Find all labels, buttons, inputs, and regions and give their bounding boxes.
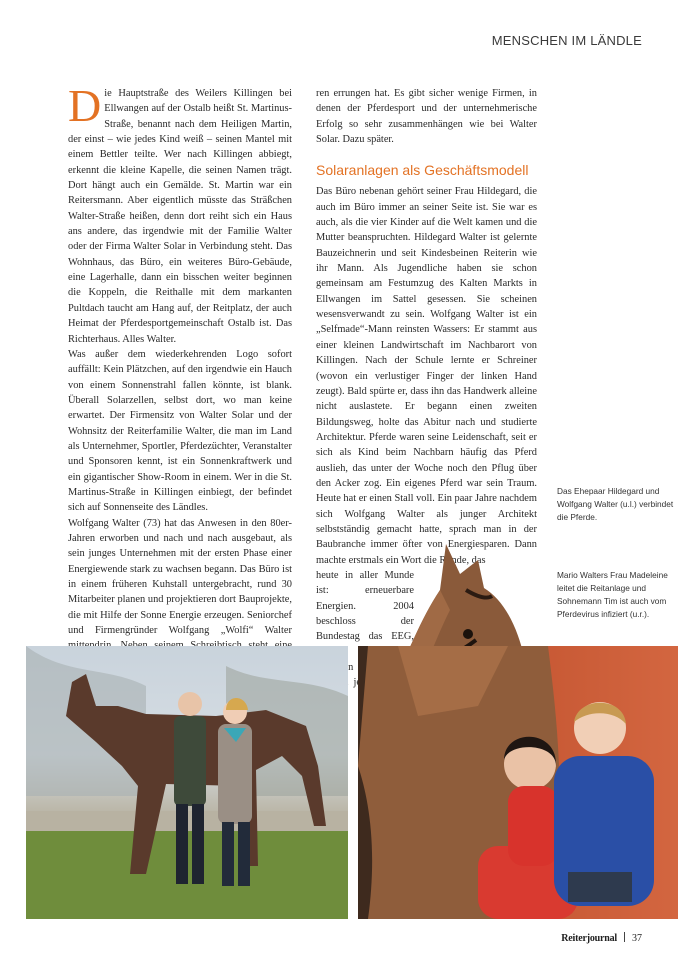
photo-couple-horse-sculpture	[26, 646, 348, 919]
page-footer	[561, 932, 642, 944]
article-paragraph: Wolfgang Walter (73) hat das Anwesen in den 80er-Jahren erworben und nach und nach ausgebaut, als sein junges Unternehmen mit der ersten Phase einer Energiewende stark zu wachsen begann. Das Büro ist in einem früheren Kuhstall untergebracht, rund 30 Mitarbeiter planen und projektieren dort Bauprojekte, die mit Hilfe der Sonne Energie erzeugen. Seniorchef und Firmengründer Wolfgang „Wolfi“ Walter	[68, 517, 292, 637]
article-paragraph	[68, 80, 292, 347]
page-number: 37	[632, 933, 642, 944]
article-paragraph-narrow: heute in aller Munde ist: erneuerbare Energien. 2004 beschloss der Bundestag das EEG,	[316, 569, 414, 643]
article-paragraph: Was außer dem wiederkehrenden Logo sofort auffällt: Kein Plätzchen, auf den irgendwie ein Hauch von einem Sonnenstrahl fallen könnte, ist blank. Überall Solarzellen, selbst dort, wo man keine erwartet. Der Firmensitz von Walter Solar und der Wohnsitz der Reiterfamilie Walter, die man im Land als Unternehmer, Sportler, Pferdezüchter, Veranstalter und Sponsoren kennt, ist ein Sonnenkraftwerk und ein gigantischer Show-Room in einem. Wer in die St. Martinus-Straße in Killingen einbiegt, der befindet sich auf Sonnenseite des Ländles.	[68, 348, 292, 514]
photo-caption-right: Mario Walters Frau Madeleine leitet die Reitanlage und Sohnemann Tim ist auch vom Pferdevirus infiziert (u.r.).	[557, 570, 668, 619]
photo-woman-child-horse	[358, 646, 678, 919]
article-paragraph: ren errungen hat. Es gibt sicher wenige Firmen, in denen der Pferdesport und der unternehmerische Erfolg so sehr zusammenhängen wie bei Walter Solar. Dazu später.	[316, 88, 537, 146]
subheading: Solaranlagen als Geschäftsmodell	[316, 162, 529, 179]
article-column-1	[68, 80, 292, 684]
paragraph-text: ie Hauptstraße des Weilers Killingen bei Ellwangen auf der Ostalb heißt St. Martinus-Straße, benannt nach dem Heiligen Martin, der einst – wie jedes Kind weiß – seinen Mantel mit einem Bettler teilte. Wer nach Killingen abbiegt, erkennt die kleine Kapelle, die seinen Namen trägt. Dort hängt auch ein Gemälde. St. Martin war ein Reitersmann. Aber eigentlich müsste das Sträßchen Walter-Straße heißen, denn dort reiht sich ein Haus ans andere, das irgendwie mit der Familie Walter oder der Firma Walter Solar in Verbindung steht. Das Wohnhaus, das Büro, ein weiteres Büro-Gebäude, eine Lagerhalle, dann ein bisschen weiter beginnen die Koppeln, die Reithalle mit dem markanten Pultdach taucht am Hang auf, der Reitplatz, der auch Heimat der Pferdesportgemeinschaft Ostalb ist. Das Richterhaus. Alles Walter.	[68, 88, 292, 345]
section-label: MENSCHEN IM LÄNDLE	[491, 33, 642, 48]
woman-child-illustration	[358, 646, 678, 919]
magazine-name: Reiterjournal	[561, 933, 617, 944]
photo-caption-left: Das Ehepaar Hildegard und Wolfgang Walter (u.l.) verbindet die Pferde.	[557, 486, 674, 522]
couple-illustration	[26, 646, 348, 919]
footer-separator	[624, 932, 625, 942]
dropcap: D	[68, 80, 102, 131]
article-paragraph: Das Büro nebenan gehört seiner Frau Hildegard, die auch im Büro immer an seiner Seite ist. Sie war es auch, als die vier Kinder auf die Welt kamen und die Mutter beanspruchten. Hildegard Walter ist gelernte Bauzeichnerin und seit Kindesbeinen Reiterin wie ihr Mann. Als Jugendliche haben sie schon gemeinsam am Festumzug des Kalten Markts in Ellwangen im Sattel gesessen. Sie scheinen wesensverwandt zu sein. Wolfgang Walter ist ein „Selfmade“-Mann reinsten Wassers: Er stammt aus einer kleinen Landwirtschaft im Nachbarort von Killingen. Nach der Schule lernte er Schreiner (wovon ein verlustiger Finger der linken Hand zeugt). Bald spürte er, dass ihn das Handwerk alleine nicht auslastete. Er begann einen zweiten Bildungsweg, holte das Abitur nach und studierte Architektur. Pferde waren seine Leidenschaft, seit er sich als Kind beim Nachbarn häufig das Pferd auslieh, das unter der Woche noch den Pflug über den Acker zog. Ein eigenes Pferd war sein Traum. Heute hat er einen Stall voll. Ein paar Jahre nachdem sich Wolfgang Walter als junger Architekt selbstständig gemacht hatte, sprach man in der Baubranche immer öfter von Energiesparen. Dann machte erstmals ein Wort die Runde, das	[316, 186, 538, 566]
